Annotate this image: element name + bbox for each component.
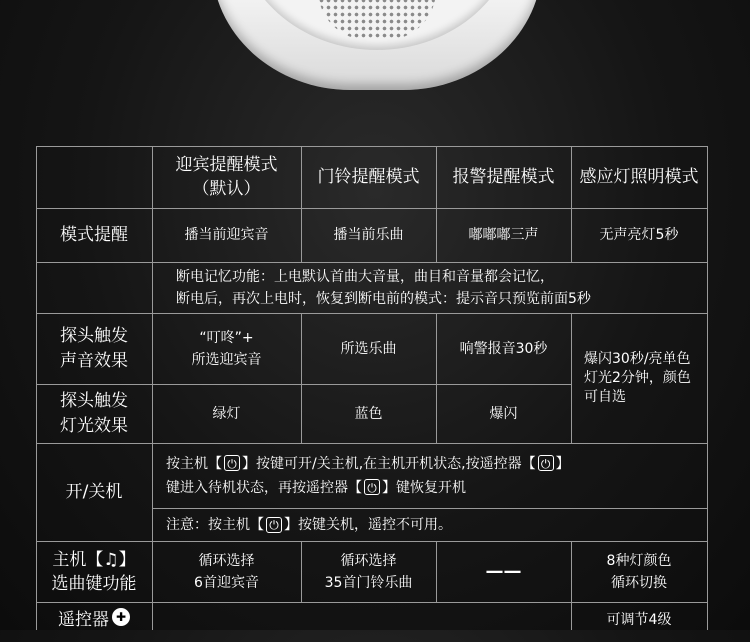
cell-song-doorbell: [301, 541, 436, 602]
power-line-1-a: 按主机【: [166, 455, 222, 472]
cell-song-welcome: [152, 541, 301, 602]
cell-song-welcome-1: 循环选择: [198, 552, 255, 569]
cell-remote-light: 可调节4级: [606, 612, 672, 628]
cell-light-doorbell: 蓝色: [354, 405, 383, 422]
header-welcome-title: 迎宾提醒模式: [175, 155, 278, 175]
row-label-remote-text: 遥控器: [58, 610, 109, 630]
cell-song-light: [571, 541, 707, 602]
cell-sound-alarm: 响警报音30秒: [459, 340, 548, 357]
row-label-light-2: 灯光效果: [60, 415, 128, 436]
header-doorbell-mode: 门铃提醒模式: [317, 167, 420, 187]
cell-light-alarm: 爆闪: [489, 405, 518, 422]
cell-song-light-2: 循环切换: [611, 574, 667, 591]
memory-line-1: 断电记忆功能：上电默认首曲大音量，曲目和音量都会记忆，: [176, 268, 554, 285]
light-effect-line-3: 可自选: [584, 388, 626, 405]
table-line: [571, 313, 572, 443]
cell-song-doorbell-1: 循环选择: [340, 552, 397, 569]
cell-song-alarm: ——: [485, 560, 522, 582]
row-label-song-2: 选曲键功能: [51, 573, 137, 594]
power-note: [166, 508, 706, 541]
cell-mode-prompt-doorbell: 播当前乐曲: [333, 227, 404, 243]
cell-mode-prompt-light: 无声亮灯5秒: [599, 227, 679, 243]
power-note-b: 】按键关机，遥控不可用。: [284, 516, 452, 533]
row-label-power: 开/关机: [65, 481, 123, 502]
row-label-light-1: 探头触发: [60, 390, 128, 411]
remote-power-icon: [538, 455, 554, 471]
memory-function-note: [176, 262, 706, 313]
row-label-mode-prompt: 模式提醒: [60, 224, 128, 245]
cell-sound-doorbell: 所选乐曲: [340, 340, 397, 357]
row-label-song-1: 主机【♫】: [52, 549, 136, 570]
product-image: [0, 0, 750, 100]
row-label-sound-2: 声音效果: [60, 350, 128, 371]
cell-sound-welcome: [152, 313, 301, 384]
cell-sound-welcome-1: “叮咚”+: [199, 329, 254, 346]
cell-song-doorbell-2: 35首门铃乐曲: [324, 574, 413, 591]
memory-line-2: 断电后，再次上电时，恢复到断电前的模式：提示音只预览前面5秒: [176, 290, 591, 307]
cell-song-welcome-2: 6首迎宾音: [194, 574, 259, 591]
row-label-song-select: [36, 541, 152, 602]
header-welcome-default: （默认）: [192, 179, 261, 199]
power-line-2-a: 键进入待机状态，再按遥控器【: [166, 479, 362, 496]
light-effect-line-1: 爆闪30秒/亮单色: [584, 350, 691, 367]
row-label-sound-1: 探头触发: [60, 325, 128, 346]
remote-power-icon: [364, 479, 380, 495]
power-line-2: [166, 476, 466, 500]
header-welcome-mode: [152, 146, 301, 208]
row-label-light-effect: [36, 384, 152, 443]
cell-song-light-1: 8种灯颜色: [606, 552, 672, 569]
power-line-1: [166, 452, 570, 476]
row-label-remote: [36, 602, 152, 638]
row-label-sound-effect: [36, 313, 152, 384]
power-instructions: [166, 443, 706, 508]
header-light-mode: 感应灯照明模式: [579, 167, 699, 187]
table-border-right: [707, 146, 708, 630]
cell-mode-prompt-welcome: 播当前迎宾音: [184, 227, 269, 243]
volume-icon: ✚: [112, 608, 130, 626]
power-line-1-b: 】按键可开/关主机,在主机开机状态,按遥控器【: [242, 455, 536, 472]
power-line-1-c: 】: [555, 455, 570, 472]
power-icon: [224, 455, 240, 471]
cell-light-welcome: 绿灯: [212, 405, 241, 422]
power-line-2-b: 】键恢复开机: [382, 479, 466, 496]
power-icon: [266, 517, 282, 533]
light-effect-line-2: 灯光2分钟，颜色: [584, 369, 691, 386]
cell-sound-welcome-2: 所选迎宾音: [191, 351, 262, 368]
cell-light-mode-effect: [584, 313, 706, 443]
power-note-a: 注意：按主机【: [166, 516, 264, 533]
header-alarm-mode: 报警提醒模式: [452, 167, 555, 187]
cell-mode-prompt-alarm: 嘟嘟嘟三声: [468, 227, 539, 243]
